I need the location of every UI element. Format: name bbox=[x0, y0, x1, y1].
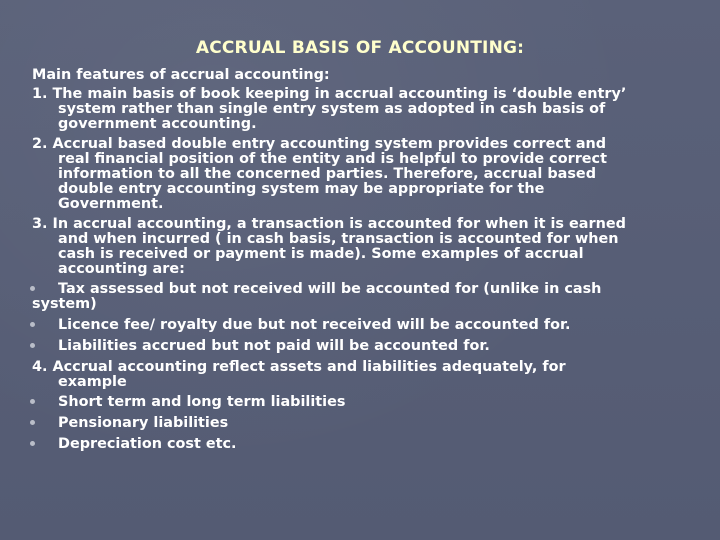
point-3-line-2: and when incurred ( in cash basis, transaction is accounted for when bbox=[58, 231, 619, 247]
slide-body bbox=[32, 68, 700, 458]
point-2-line-4: double entry accounting system may be appropriate for the bbox=[58, 181, 545, 197]
point-2-line-3: information to all the concerned parties. Therefore, accrual based bbox=[58, 166, 596, 182]
point-1-line-3: government accounting. bbox=[58, 116, 257, 132]
point-4-line-2: example bbox=[58, 374, 127, 390]
bullet-text: Pensionary liabilities bbox=[58, 415, 229, 431]
point-1-line-2: system rather than single entry system as adopted in cash basis of bbox=[58, 101, 606, 117]
point-2 bbox=[32, 137, 700, 212]
bullet-item bbox=[32, 282, 700, 312]
bullet-dot-icon bbox=[30, 286, 35, 291]
bullet-text: Depreciation cost etc. bbox=[58, 436, 237, 452]
point-3-line-4: accounting are: bbox=[58, 261, 185, 277]
point-4-line-1: 4. Accrual accounting reflect assets and liabilities adequately, for bbox=[32, 359, 566, 375]
bullet-item bbox=[32, 437, 700, 452]
bullet-dot-icon bbox=[30, 343, 35, 348]
bullet-item bbox=[32, 416, 700, 431]
bullet-text: Licence fee/ royalty due but not received will be accounted for. bbox=[58, 317, 571, 333]
point-2-line-5: Government. bbox=[58, 196, 164, 212]
bullet-item bbox=[32, 318, 700, 333]
bullet-dot-icon bbox=[30, 322, 35, 327]
bullet-dot-icon bbox=[30, 441, 35, 446]
bullet-text-continued: system) bbox=[32, 296, 97, 312]
intro-text: Main features of accrual accounting: bbox=[32, 67, 330, 83]
bullet-item bbox=[32, 339, 700, 354]
point-4 bbox=[32, 360, 700, 390]
point-1-line-1: 1. The main basis of book keeping in accrual accounting is ‘double entry’ bbox=[32, 86, 627, 102]
point-3-line-3: cash is received or payment is made). Some examples of accrual bbox=[58, 246, 584, 262]
bullet-text: Tax assessed but not received will be accounted for (unlike in cash bbox=[58, 281, 602, 297]
bullet-dot-icon bbox=[30, 399, 35, 404]
bullet-text: Short term and long term liabilities bbox=[58, 394, 346, 410]
bullet-item bbox=[32, 395, 700, 410]
slide-title: ACCRUAL BASIS OF ACCOUNTING: bbox=[195, 38, 525, 58]
point-2-line-2: real financial position of the entity and is helpful to provide correct bbox=[58, 151, 607, 167]
point-3 bbox=[32, 217, 700, 277]
bullet-text: Liabilities accrued but not paid will be accounted for. bbox=[58, 338, 490, 354]
bullet-dot-icon bbox=[30, 420, 35, 425]
point-3-line-1: 3. In accrual accounting, a transaction is accounted for when it is earned bbox=[32, 216, 626, 232]
point-1 bbox=[32, 87, 700, 132]
point-2-line-1: 2. Accrual based double entry accounting system provides correct and bbox=[32, 136, 607, 152]
